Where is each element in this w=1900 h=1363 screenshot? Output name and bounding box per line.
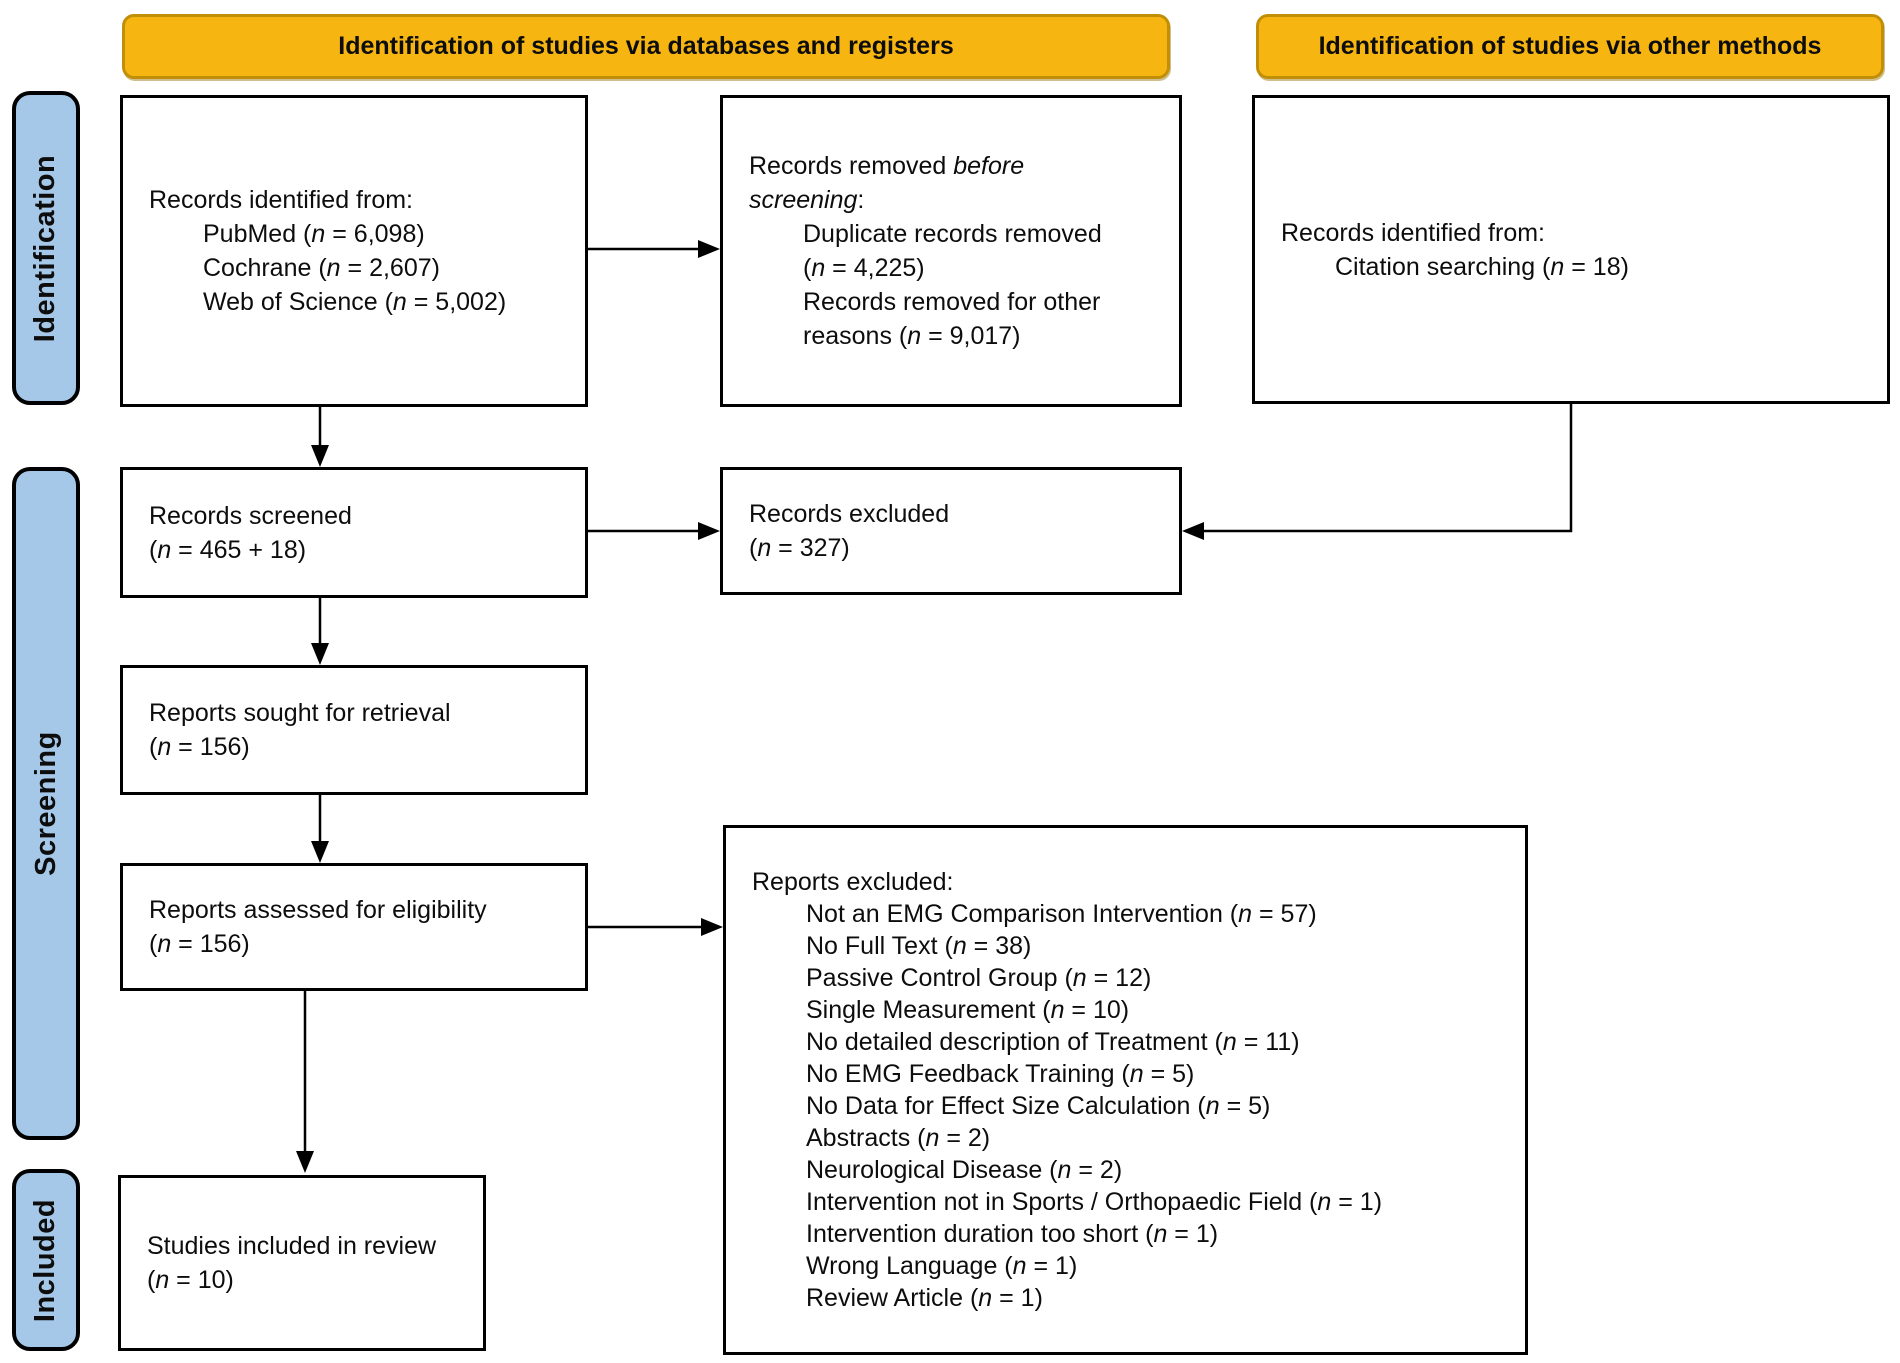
text-line: Web of Science (n = 5,002) [203, 288, 507, 316]
text-line: Reports assessed for eligibility [149, 896, 487, 924]
text-line: Cochrane (n = 2,607) [203, 254, 440, 282]
text-line: Wrong Language (n = 1) [806, 1252, 1078, 1280]
text-line: (n = 156) [149, 930, 250, 958]
stage-label-identification [12, 91, 80, 405]
text-line: No detailed description of Treatment (n = 11) [806, 1028, 1300, 1056]
text-line: Duplicate records removed [803, 220, 1102, 248]
text-line: PubMed (n = 6,098) [203, 220, 425, 248]
text-line: Records excluded [749, 500, 950, 528]
text-line: Reports excluded: [752, 868, 954, 896]
stage-label-screening-text: Screening [29, 731, 62, 876]
text-line: Records identified from: [1281, 218, 1546, 247]
header-other-methods: Identification of studies via other methods [1256, 14, 1884, 79]
arrow-screened-to-sought [311, 598, 329, 665]
text-line: (n = 156) [149, 733, 250, 761]
text-line: Records removed for other [803, 288, 1101, 316]
text-line: (n = 465 + 18) [149, 535, 307, 564]
text-line: (n = 10) [147, 1266, 234, 1294]
arrow-identified-to-removed [588, 240, 720, 258]
arrow-sought-to-assessed [311, 795, 329, 863]
text-line: No EMG Feedback Training (n = 5) [806, 1060, 1195, 1088]
text-line: Passive Control Group (n = 12) [806, 964, 1152, 992]
text-line: Reports sought for retrieval [149, 699, 451, 727]
text-line: Intervention not in Sports / Orthopaedic Field (n = 1) [806, 1188, 1383, 1216]
box-records-excluded [720, 467, 1182, 595]
box-records-screened [120, 467, 588, 598]
text-line: Neurological Disease (n = 2) [806, 1156, 1123, 1184]
arrow-assessed-to-included [296, 991, 314, 1173]
text-line: No Full Text (n = 38) [806, 932, 1032, 960]
stage-label-included-text: Included [29, 1198, 62, 1322]
box-records-removed [720, 95, 1182, 407]
text-line: Records removed before [749, 152, 1025, 180]
text-line: Studies included in review [147, 1232, 437, 1260]
text-line: Abstracts (n = 2) [806, 1124, 991, 1152]
text-line: screening: [749, 186, 865, 214]
text-line: (n = 327) [749, 534, 850, 562]
text-line: Intervention duration too short (n = 1) [806, 1220, 1219, 1248]
text-line: No Data for Effect Size Calculation (n = 5) [806, 1092, 1271, 1120]
arrow-identified-to-screened [311, 407, 329, 467]
box-reports-excluded [723, 825, 1528, 1355]
stage-label-identification-text: Identification [29, 154, 62, 342]
text-line: Review Article (n = 1) [806, 1284, 1043, 1312]
box-reports-assessed [120, 863, 588, 991]
text-line: Single Measurement (n = 10) [806, 996, 1130, 1024]
text-line: reasons (n = 9,017) [803, 322, 1021, 350]
box-reports-sought [120, 665, 588, 795]
arrow-assessed-to-reports-excluded [588, 918, 723, 936]
text-line: Not an EMG Comparison Intervention (n = 57) [806, 900, 1317, 928]
text-line: Records identified from: [149, 186, 414, 214]
box-studies-included [118, 1175, 486, 1351]
box-records-identified [120, 95, 588, 407]
stage-label-screening [12, 467, 80, 1140]
header-databases-registers: Identification of studies via databases and registers [122, 14, 1170, 79]
stage-label-included [12, 1169, 80, 1351]
box-citation-searching [1252, 95, 1890, 404]
text-line: Citation searching (n = 18) [1335, 252, 1629, 281]
text-line: Records screened [149, 501, 352, 530]
arrow-citation-to-excluded [1182, 404, 1571, 540]
text-line: (n = 4,225) [803, 254, 925, 282]
arrow-screened-to-excluded [588, 522, 720, 540]
